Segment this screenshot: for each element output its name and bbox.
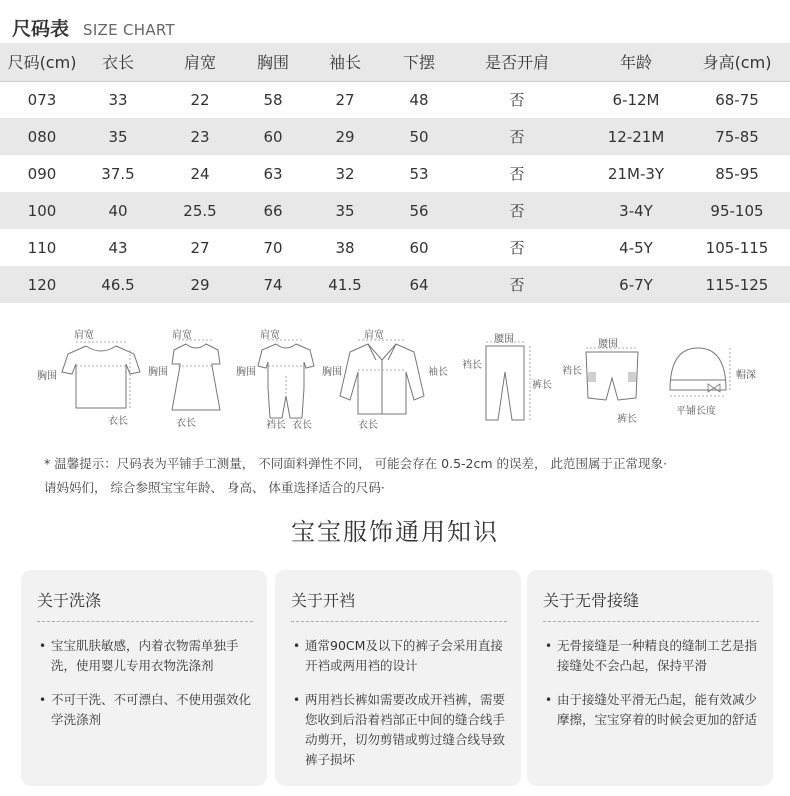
column-header: 年龄 [588,43,684,81]
card-list [543,636,759,730]
shorts-icon [580,342,644,414]
table-cell: 4-5Y [619,238,653,257]
table-row [0,81,790,118]
table-cell: 66 [263,201,283,220]
table-cell: 60 [409,238,429,257]
table-cell: 64 [409,275,429,294]
measurement-note [44,452,774,500]
sleeve-label: 袖长 [428,367,448,378]
table-cell: 70 [263,238,283,257]
column-header: 下摆 [392,43,446,81]
list-item: • 两用裆长裤如需要改成开裆裤，需要您收到后沿着裆部正中间的缝合线手动剪开，切勿剪错或剪过缝合线导致裤子损坏 [291,690,507,770]
tshirt-diagram [56,326,146,426]
table-cell: 95-105 [710,201,764,220]
chest-label: 胸围 [37,371,57,382]
table-cell: 6-12M [612,90,660,109]
romper-diagram [254,326,318,430]
table-cell: 115-125 [705,275,769,294]
card-list [291,636,507,770]
table-cell: 否 [509,202,525,220]
shorts-diagram [580,342,644,414]
note-line: 请妈妈们， 综合参照宝宝年龄、 身高、 体重选择适合的尺码· [44,480,385,495]
table-cell: 75-85 [715,127,759,146]
table-cell: 105-115 [705,238,769,257]
list-item: • 通常90CM及以下的裤子会采用直接开裆或两用裆的设计 [291,636,507,676]
table-cell: 60 [263,127,283,146]
column-header: 尺码(cm) [0,43,84,81]
crotch-label: 裆长 [266,420,286,431]
table-cell: 090 [27,164,57,183]
dress-diagram [166,326,226,426]
jacket-diagram [336,326,428,430]
table-row [0,266,790,303]
table-cell: 29 [335,127,355,146]
hat-icon [662,342,734,402]
crotch-label: 裆长 [562,366,582,377]
table-row [0,229,790,266]
table-cell: 33 [108,90,128,109]
column-header: 肩宽 [152,43,248,81]
pants-icon [478,332,538,428]
table-cell: 41.5 [328,275,362,294]
note-line: * 温馨提示：尺码表为平铺手工测量， 不同面料弹性不同， 可能会存在 0.5-2cm 的误差， 此范围属于正常现象· [44,456,667,471]
hat-diagram [662,342,734,402]
table-cell: 58 [263,90,283,109]
table-header-row [0,43,790,81]
length-label: 衣长 [292,420,312,431]
table-cell: 48 [409,90,429,109]
table-row [0,118,790,155]
table-cell: 63 [263,164,283,183]
table-cell: 100 [27,201,57,220]
table-cell: 否 [509,165,525,183]
length-label: 裤长 [617,414,637,425]
chest-label: 胸围 [148,367,168,378]
column-header: 是否开肩 [446,43,588,81]
size-table [0,43,790,303]
table-cell: 25.5 [183,201,217,220]
size-chart-subtitle: SIZE CHART [83,21,175,39]
length-label: 衣长 [358,420,378,431]
width-label: 平铺长度 [676,406,716,417]
table-cell: 68-75 [715,90,759,109]
table-cell: 否 [509,276,525,294]
measurement-diagrams [0,318,790,438]
dress-icon [166,326,226,426]
list-item: • 由于接缝处平滑无凸起，能有效减少摩擦，宝宝穿着的时候会更加的舒适 [543,690,759,730]
size-chart-header [12,14,175,42]
card-heading: 关于无骨接缝 [543,588,759,622]
table-cell: 24 [190,164,210,183]
list-item: • 宝宝肌肤敏感，内着衣物需单独手洗，使用婴儿专用衣物洗涤剂 [37,636,253,676]
seamless-card [527,570,773,786]
table-cell: 6-7Y [619,275,653,294]
washing-card [21,570,267,786]
jacket-icon [336,326,428,430]
table-cell: 3-4Y [619,201,653,220]
table-cell: 35 [108,127,128,146]
size-chart-title: 尺码表 [12,18,70,40]
shoulder-label: 肩宽 [172,330,192,341]
column-header: 身高(cm) [684,43,790,81]
table-cell: 40 [108,201,128,220]
table-cell: 32 [335,164,355,183]
waist-label: 腰围 [598,339,618,350]
table-cell: 12-21M [607,127,665,146]
table-cell: 110 [27,238,57,257]
table-cell: 否 [509,128,525,146]
chest-label: 胸围 [322,367,342,378]
table-cell: 22 [190,90,210,109]
table-cell: 50 [409,127,429,146]
table-cell: 否 [509,91,525,110]
table-cell: 080 [27,127,57,146]
tshirt-icon [56,326,146,426]
table-row [0,155,790,192]
list-item: • 不可干洗、不可漂白、不使用强效化学洗涤剂 [37,690,253,730]
length-label: 衣长 [108,416,128,427]
table-cell: 120 [27,275,57,294]
pants-diagram [478,332,538,428]
waist-label: 腰围 [494,334,514,345]
table-cell: 43 [108,238,128,257]
table-cell: 27 [335,90,355,109]
table-cell: 29 [190,275,210,294]
knowledge-title: 宝宝服饰通用知识 [291,518,499,546]
depth-label: 帽深 [736,370,756,381]
shoulder-label: 肩宽 [74,330,94,341]
table-cell: 37.5 [101,164,135,183]
table-cell: 53 [409,164,429,183]
table-cell: 否 [509,239,525,257]
column-header: 袖长 [298,43,392,81]
shoulder-label: 肩宽 [260,330,280,341]
card-list [37,636,253,730]
card-heading: 关于洗涤 [37,588,253,622]
table-cell: 38 [335,238,355,257]
table-row [0,192,790,229]
open-crotch-card [275,570,521,786]
crotch-label: 裆长 [462,360,482,371]
column-header: 胸围 [248,43,298,81]
length-label: 衣长 [176,418,196,429]
chest-label: 胸围 [236,367,256,378]
table-cell: 85-95 [715,164,759,183]
table-cell: 46.5 [101,275,135,294]
shoulder-label: 肩宽 [364,330,384,341]
list-item: • 无骨接缝是一种精良的缝制工艺是指接缝处不会凸起，保持平滑 [543,636,759,676]
table-cell: 27 [190,238,210,257]
table-cell: 56 [409,201,429,220]
length-label: 裤长 [532,380,552,391]
table-cell: 74 [263,275,283,294]
column-header: 衣长 [84,43,152,81]
table-cell: 073 [27,90,57,109]
card-heading: 关于开裆 [291,588,507,622]
table-cell: 23 [190,127,210,146]
table-cell: 35 [335,201,355,220]
romper-icon [254,326,318,430]
table-cell: 21M-3Y [607,164,665,183]
